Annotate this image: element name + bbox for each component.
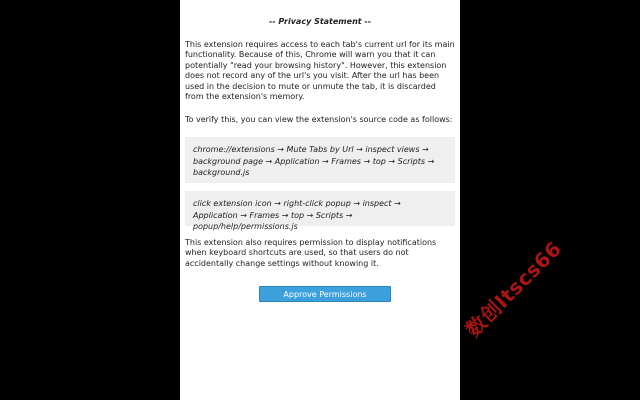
privacy-paragraph-3: This extension also requires permission to display notifications when keyboard shortcuts are used, so that users do not accidentally change settings without knowing it. — [185, 238, 437, 268]
page-title: -- Privacy Statement -- — [268, 17, 372, 26]
watermark: 数创Itscs66 — [460, 236, 567, 342]
privacy-page — [180, 0, 460, 400]
privacy-paragraph-1: This extension requires access to each tab's current url for its main functionality. Because of this, Chrome will warn you that it can potentially "read your browsing history". However, this extension does not record any of the url's you visit. After the url has been used in the decision to mute or unmute the tab, it is discarded from the extension's memory. — [185, 40, 455, 102]
source-path-background: chrome://extensions → Mute Tabs by Url → inspect views → background page → Application → Frames → top → Scripts → background.js — [185, 137, 455, 183]
approve-permissions-button[interactable]: Approve Permissions — [259, 286, 391, 302]
privacy-paragraph-2: To verify this, you can view the extension's source code as follows: — [185, 115, 453, 124]
source-path-popup: click extension icon → right-click popup → inspect → Application → Frames → top → Scripts → popup/help/permissions.js — [185, 191, 455, 226]
